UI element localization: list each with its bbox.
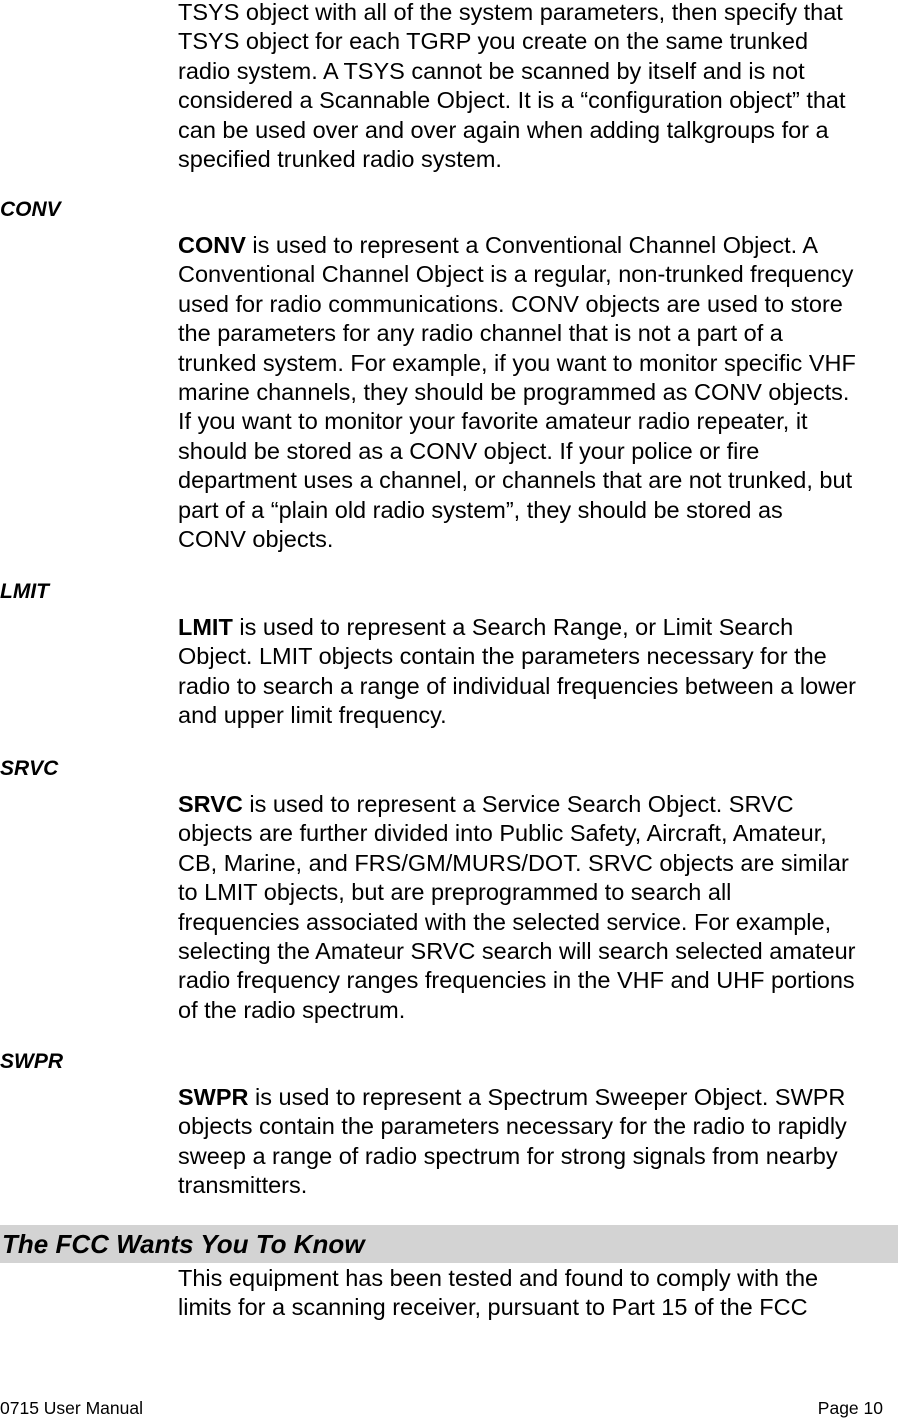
text-line: CONV objects.	[178, 526, 334, 553]
text-line: of the radio spectrum.	[178, 996, 406, 1023]
footer-page-number: Page 10	[817, 1398, 883, 1418]
section-heading-srvc: SRVC	[0, 757, 59, 780]
text-line: objects contain the parameters necessary for the radio to rapidly	[178, 1113, 847, 1140]
text-line: department uses a channel, or channels that are not trunked, but	[178, 467, 853, 494]
text-line: sweep a range of radio spectrum for strong signals from nearby	[178, 1142, 838, 1169]
text-line: and upper limit frequency.	[178, 702, 447, 729]
footer-manual-title: 0715 User Manual	[0, 1398, 143, 1418]
text-line: TSYS object with all of the system parameters, then specify that	[178, 0, 843, 25]
text-line: to LMIT objects, but are preprogrammed to search all	[178, 879, 732, 906]
srvc-paragraph	[178, 790, 898, 1025]
text-line: Object. LMIT objects contain the parameters necessary for the	[178, 643, 827, 670]
first-line-text: is used to represent a Search Range, or Limit Search	[232, 614, 794, 640]
text-line: trunked system. For example, if you want to monitor specific VHF	[178, 349, 856, 376]
text-line: radio system. A TSYS cannot be scanned by itself and is not	[178, 57, 805, 84]
text-line: marine channels, they should be programmed as CONV objects.	[178, 379, 850, 406]
text-line	[178, 790, 898, 819]
term-lmit: LMIT	[178, 614, 233, 640]
text-line: should be stored as a CONV object. If your police or fire	[178, 437, 760, 464]
text-line: can be used over and over again when adding talkgroups for a	[178, 116, 829, 143]
text-line: the parameters for any radio channel that is not a part of a	[178, 320, 783, 347]
fcc-section-title: The FCC Wants You To Know	[2, 1229, 365, 1259]
section-heading-lmit: LMIT	[0, 580, 49, 603]
text-line: TSYS object for each TGRP you create on the same trunked	[178, 28, 809, 55]
text-line	[178, 231, 898, 260]
text-line: limits for a scanning receiver, pursuant to Part 15 of the FCC	[178, 1294, 808, 1321]
term-srvc: SRVC	[178, 791, 243, 817]
text-line: This equipment has been tested and found to comply with the	[178, 1265, 819, 1291]
text-line: radio frequency ranges frequencies in the VHF and UHF portions	[178, 967, 855, 994]
text-line: objects are further divided into Public Safety, Aircraft, Amateur,	[178, 820, 827, 847]
section-heading-swpr: SWPR	[0, 1050, 63, 1073]
text-line: frequencies associated with the selected service. For example,	[178, 908, 832, 935]
swpr-paragraph	[178, 1083, 898, 1201]
lmit-paragraph	[178, 613, 898, 731]
text-line: specified trunked radio system.	[178, 146, 502, 173]
text-line: used for radio communications. CONV objects are used to store	[178, 290, 843, 317]
text-line: CB, Marine, and FRS/GM/MURS/DOT. SRVC objects are similar	[178, 849, 849, 876]
text-line: radio to search a range of individual frequencies between a lower	[178, 672, 857, 699]
first-line-text: is used to represent a Spectrum Sweeper Object. SWPR	[248, 1084, 846, 1110]
text-line: If you want to monitor your favorite amateur radio repeater, it	[178, 408, 808, 435]
first-line-text: is used to represent a Service Search Object. SRVC	[242, 791, 794, 817]
first-line-text: is used to represent a Conventional Channel Object. A	[245, 232, 819, 258]
term-swpr: SWPR	[178, 1084, 249, 1110]
fcc-paragraph	[178, 1264, 898, 1323]
text-line: considered a Scannable Object. It is a “configuration object” that	[178, 87, 846, 114]
text-line: part of a “plain old radio system”, they should be stored as	[178, 496, 783, 523]
text-line: selecting the Amateur SRVC search will search selected amateur	[178, 938, 856, 965]
term-conv: CONV	[178, 232, 246, 258]
text-line	[178, 613, 898, 642]
text-line	[178, 1083, 898, 1112]
intro-paragraph	[178, 0, 898, 174]
text-line: Conventional Channel Object is a regular, non-trunked frequency	[178, 261, 854, 288]
text-line: transmitters.	[178, 1172, 308, 1199]
conv-paragraph	[178, 231, 898, 554]
fcc-section-banner	[0, 1225, 898, 1263]
section-heading-conv: CONV	[0, 198, 61, 221]
